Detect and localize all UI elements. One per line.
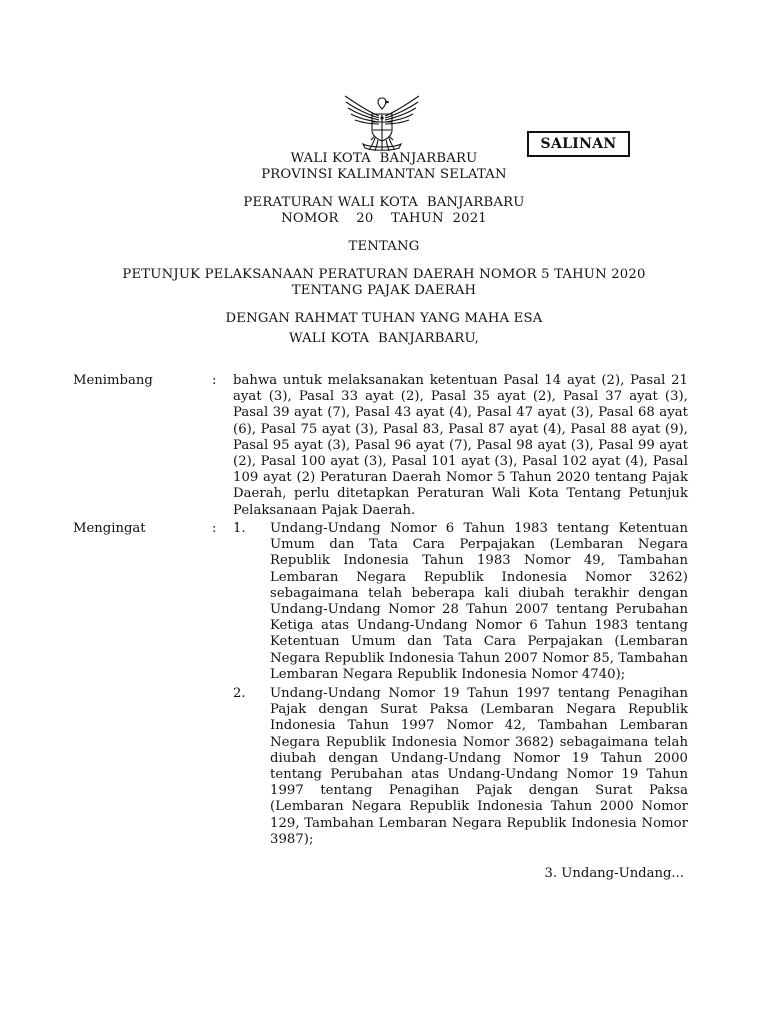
official-title: WALI KOTA BANJARBARU bbox=[290, 151, 478, 166]
salinan-stamp: SALINAN bbox=[527, 131, 630, 157]
mengingat-item-1-text: Undang-Undang Nomor 6 Tahun 1983 tentang Ketentuan Umum dan Tata Cara Perpajakan (Lembaran Negara Republik Indonesia Tahun 1983 Nomor 49, Tambahan Lembaran Negara Republik Indonesia Nomor 3262) sebagaimana telah beberapa kali diubah terakhir dengan Undang-Undang Nomor 28 Tahun 2007 tentang Perubahan Ketiga atas Undang-Undang Nomor 6 Tahun 1983 tentang Ketentuan Umum dan Tata Cara Perpajakan (Lembaran Negara Republik Indonesia Tahun 2007 Nomor 85, Tambahan Lembaran Negara Republik Indonesia Nomor 4740); bbox=[270, 521, 688, 682]
subject-line-1: PETUNJUK PELAKSANAAN PERATURAN DAERAH NOMOR 5 TAHUN 2020 bbox=[122, 267, 646, 282]
menimbang-colon: : bbox=[212, 373, 217, 388]
grace-formula: DENGAN RAHMAT TUHAN YANG MAHA ESA bbox=[225, 311, 543, 326]
regulation-title: PERATURAN WALI KOTA BANJARBARU bbox=[243, 195, 525, 210]
mengingat-item-2-text: Undang-Undang Nomor 19 Tahun 1997 tentang Penagihan Pajak dengan Surat Paksa (Lembaran Negara Republik Indonesia Tahun 1997 Nomor 42, Tambahan Lembaran Negara Republik Indonesia Nomor 3682) sebagaimana telah diubah dengan Undang-Undang Nomor 19 Tahun 2000 tentang Perubahan atas Undang-Undang Nomor 19 Tahun 1997 tentang Penagihan Pajak dengan Surat Paksa (Lembaran Negara Republik Indonesia Tahun 2000 Nomor 129, Tambahan Lembaran Negara Republik Indonesia Nomor 3987); bbox=[270, 686, 688, 847]
mengingat-item-2-number: 2. bbox=[233, 686, 246, 701]
mengingat-colon: : bbox=[212, 521, 217, 536]
menimbang-text: bahwa untuk melaksanakan ketentuan Pasal 14 ayat (2), Pasal 21 ayat (3), Pasal 33 ayat (2), Pasal 35 ayat (2), Pasal 37 ayat (3), Pasal 39 ayat (7), Pasal 43 ayat (4), Pasal 47 ayat (3), Pasal 68 ayat (6), Pasal 75 ayat (3), Pasal 83, Pasal 87 ayat (4), Pasal 88 ayat (9), Pasal 95 ayat (3), Pasal 96 ayat (7), Pasal 98 ayat (3), Pasal 99 ayat (2), Pasal 100 ayat (3), Pasal 101 ayat (3), Pasal 102 ayat (4), Pasal 109 ayat (2) Peraturan Daerah Nomor 5 Tahun 2020 tentang Pajak Daerah, perlu ditetapkan Peraturan Wali Kota Tentang Petunjuk Pelaksanaan Pajak Daerah. bbox=[233, 373, 688, 518]
mengingat-item-1-number: 1. bbox=[233, 521, 246, 536]
mengingat-label: Mengingat bbox=[73, 521, 146, 536]
about-heading: TENTANG bbox=[348, 239, 420, 254]
menimbang-label: Menimbang bbox=[73, 373, 153, 388]
province-title: PROVINSI KALIMANTAN SELATAN bbox=[261, 167, 507, 182]
garuda-emblem-icon bbox=[339, 92, 425, 152]
regulation-number: NOMOR 20 TAHUN 2021 bbox=[281, 211, 487, 226]
issuer-title: WALI KOTA BANJARBARU, bbox=[288, 331, 479, 346]
subject-line-2: TENTANG PAJAK DAERAH bbox=[291, 283, 477, 298]
page-continuation: 3. Undang-Undang... bbox=[544, 866, 684, 881]
